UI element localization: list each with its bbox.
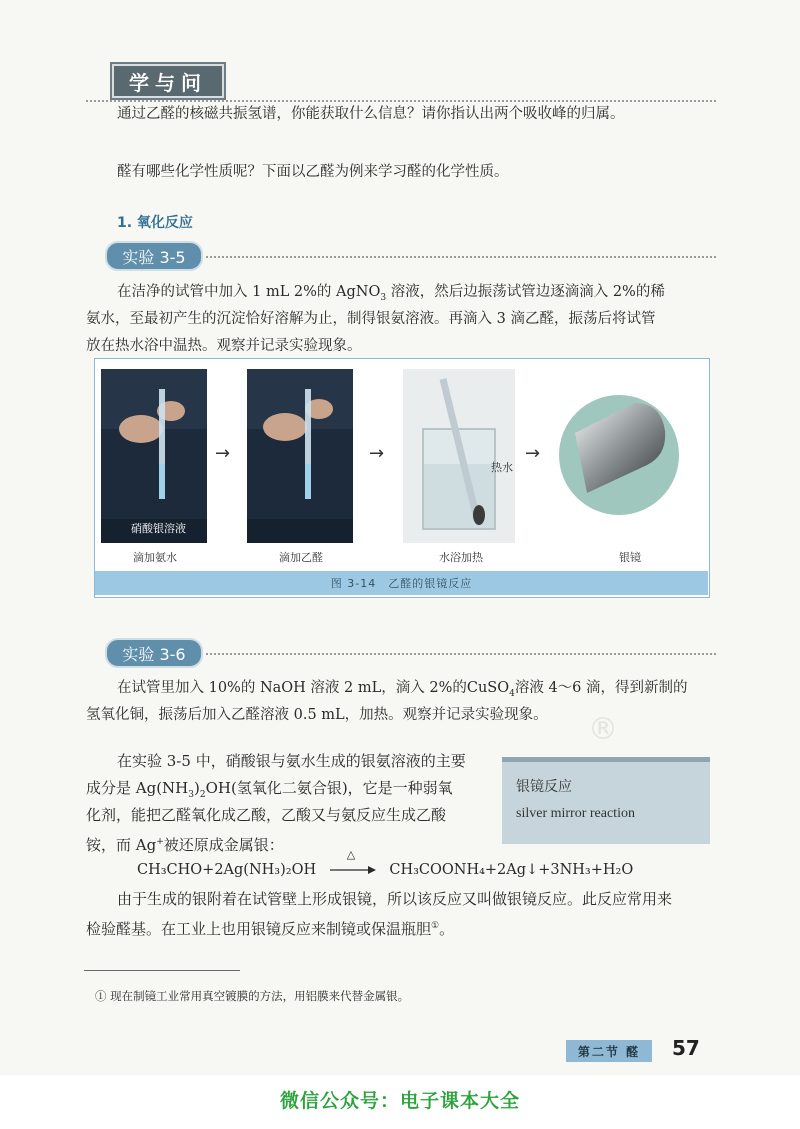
photo-3-overlay-label: 热水 — [491, 461, 513, 474]
experiment-3-5-line: 放在热水浴中温热。观察并记录实验现象。 — [86, 338, 362, 354]
silver-mirror-equation — [137, 848, 634, 878]
heat-condition-icon: △ — [346, 848, 356, 861]
photo-water-bath-heating — [403, 369, 515, 543]
experiment-3-5-line: 氨水，至最初产生的沉淀恰好溶解为止，制得银氨溶液。再滴入 3 滴乙醛，振荡后将试管 — [86, 311, 656, 327]
photo-dropping-ammonia — [101, 369, 207, 543]
dotted-divider — [206, 256, 716, 258]
equation-arrow — [321, 848, 385, 878]
glossary-chinese: 银镜反应 — [516, 779, 572, 795]
body-line: 检验醛基。在工业上也用银镜反应来制镜或保温瓶胆①。 — [86, 920, 455, 938]
body-line: 成分是 $Ag(NH_3)_2OH$(氢氧化二氨合银)，它是一种弱氧 — [86, 779, 453, 800]
footnote-reference[interactable]: ① — [431, 921, 440, 931]
body-line: 在实验 3-5 中，硝酸银与氨水生成的银氨溶液的主要 — [117, 752, 466, 770]
experiment-3-5-line: 在洁净的试管中加入 1 mL 2%的 AgNO$_3$ 溶液，然后边振荡试管边逐滴滴入 2%的稀 — [117, 284, 665, 303]
experiment-3-6-line: 氢氧化铜，振荡后加入乙醛溶液 0.5 mL，加热。观察并记录实验现象。 — [86, 707, 548, 723]
experiment-3-6-label: 实验 3-6 — [105, 638, 203, 668]
figure-3-14 — [94, 358, 710, 598]
dotted-divider — [206, 653, 716, 655]
photo-silver-mirror — [557, 373, 679, 541]
experiment-3-5-label: 实验 3-5 — [105, 241, 203, 271]
equation-reactants: CH₃CHO+2Ag(NH₃)₂OH — [137, 862, 317, 878]
glossary-box — [502, 757, 710, 844]
page-number: 57 — [672, 1036, 700, 1060]
section-heading: 1. 氧化反应 — [117, 215, 193, 231]
experiment-3-6-line: 在试管里加入 10%的 NaOH 溶液 2 mL，滴入 2%的CuSO$_4$溶液 4～6 滴，得到新制的 — [117, 680, 688, 699]
arrow-icon: → — [369, 443, 385, 464]
intro-paragraph: 醛有哪些化学性质呢？下面以乙醛为例来学习醛的化学性质。 — [117, 164, 509, 180]
registered-mark: ® — [588, 712, 618, 747]
xuewen-question: 通过乙醛的核磁共振氢谱，你能获取什么信息？请你指认出两个吸收峰的归属。 — [117, 106, 625, 122]
footnote: ① 现在制镜工业常用真空镀膜的方法，用铝膜来代替金属银。 — [95, 989, 410, 1003]
glossary-english: silver mirror reaction — [516, 806, 635, 821]
photo-4-caption: 银镜 — [619, 551, 641, 564]
watermark: 微信公众号：电子课本大全 — [279, 1090, 520, 1112]
arrow-icon: → — [525, 443, 541, 464]
body-line: 铵，而 Ag+被还原成金属银： — [86, 836, 284, 854]
arrow-icon: → — [215, 443, 231, 464]
equation-products: CH₃COONH₄+2Ag↓+3NH₃+H₂O — [389, 862, 634, 878]
section-footer-label: 第二节 醛 — [566, 1040, 652, 1062]
photo-2-caption: 滴加乙醛 — [279, 551, 323, 564]
photo-3-caption: 水浴加热 — [439, 551, 483, 564]
figure-caption: 图 3-14 乙醛的银镜反应 — [95, 571, 708, 595]
body-line: 由于生成的银附着在试管壁上形成银镜，所以该反应又叫做银镜反应。此反应常用来 — [117, 890, 673, 908]
footnote-divider — [84, 970, 240, 971]
xuewen-badge: 学与问 — [112, 64, 224, 98]
body-line: 化剂，能把乙醛氧化成乙酸，乙酸又与氨反应生成乙酸 — [86, 806, 447, 824]
photo-1-caption: 滴加氨水 — [133, 551, 177, 564]
photo-dropping-acetaldehyde — [247, 369, 353, 543]
reaction-arrow-icon — [328, 865, 378, 875]
photo-1-overlay-label: 硝酸银溶液 — [131, 522, 186, 535]
